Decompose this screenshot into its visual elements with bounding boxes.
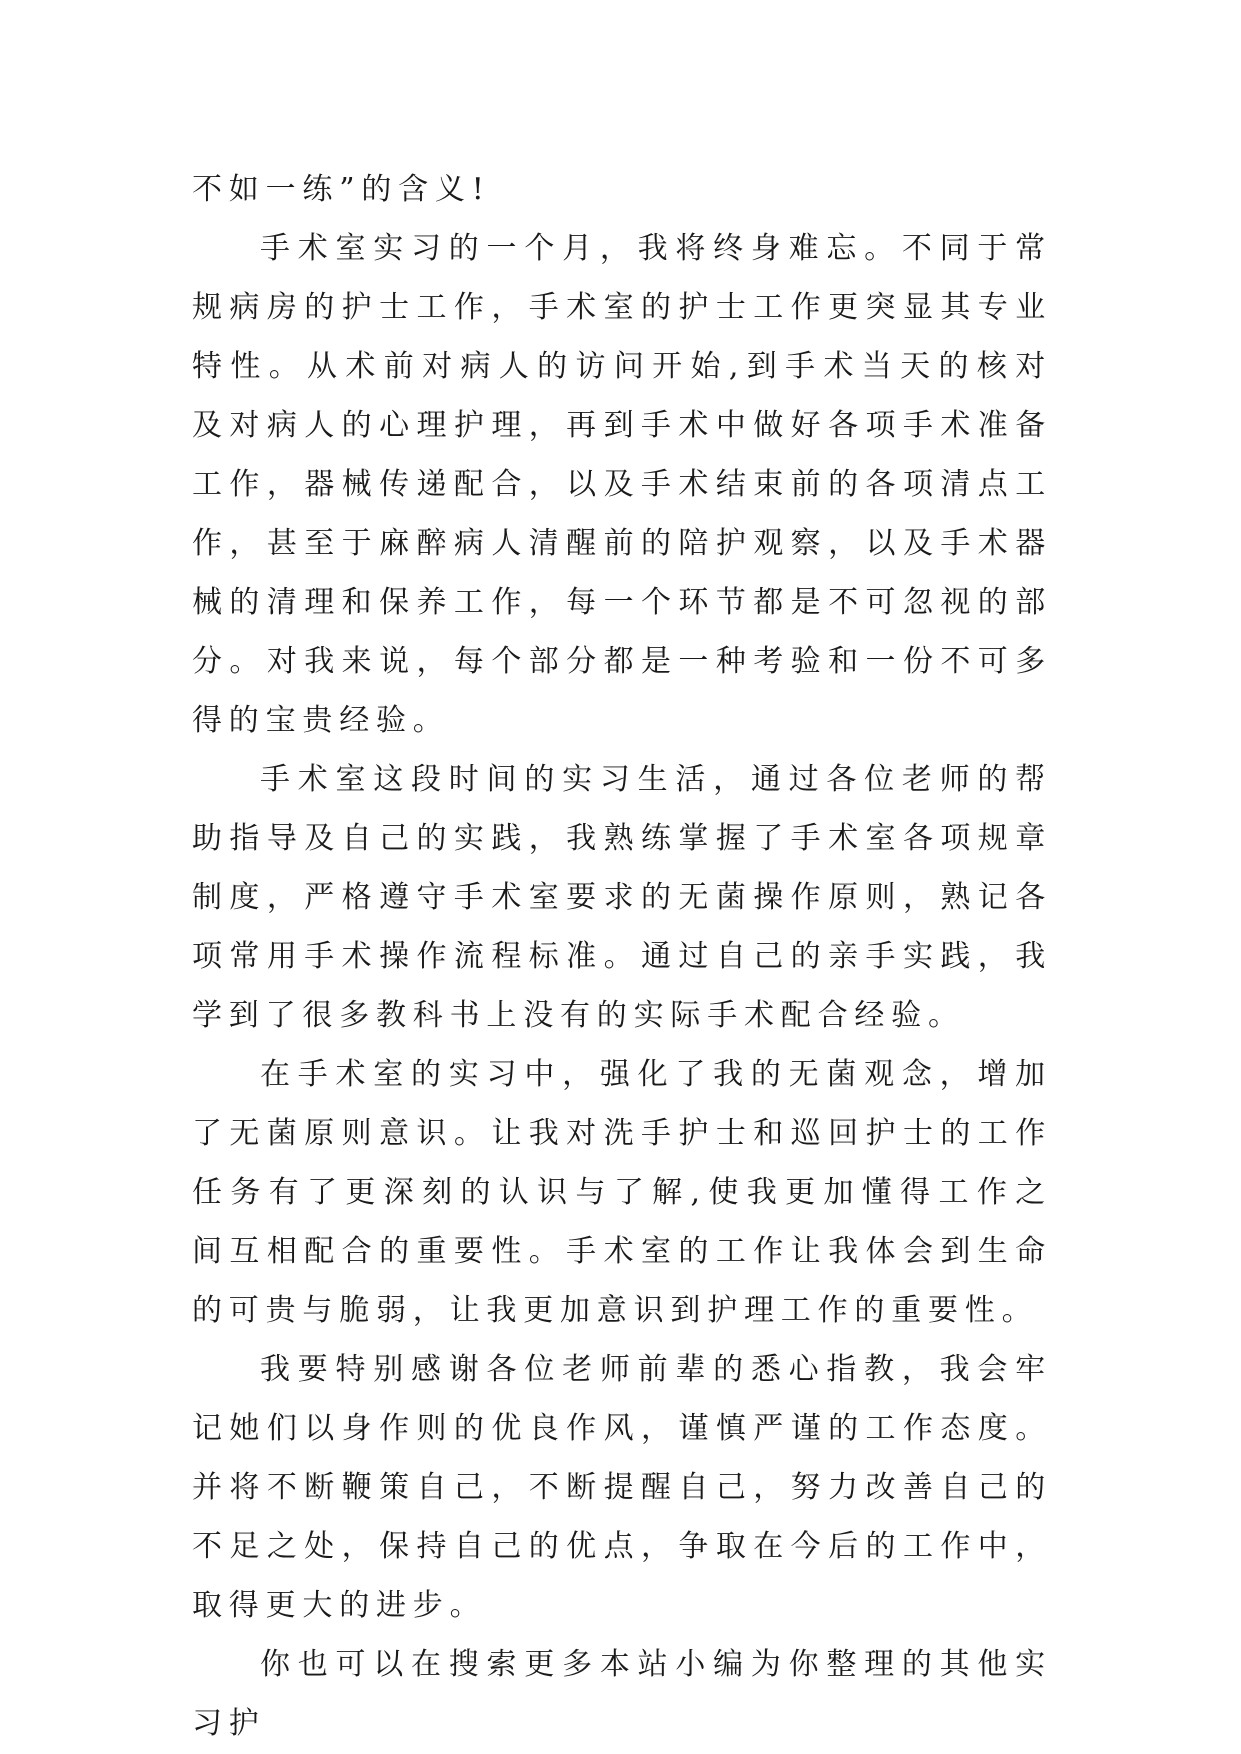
paragraph-5: 我要特别感谢各位老师前辈的悉心指教，我会牢记她们以身作则的优良作风，谨慎严谨的工作态度。并将不断鞭策自己，不断提醒自己，努力改善自己的不足之处，保持自己的优点，争取在今后的工作中，取得更大的进步。 [192, 1352, 1052, 1623]
paragraph-1: 不如一练”的含义! [192, 172, 491, 207]
document-body [192, 160, 1052, 1753]
paragraph-2: 手术室实习的一个月，我将终身难忘。不同于常规病房的护士工作，手术室的护士工作更突显其专业特性。从术前对病人的访问开始,到手术当天的核对及对病人的心理护理，再到手术中做好各项手术准备工作，器械传递配合，以及手术结束前的各项清点工作，甚至于麻醉病人清醒前的陪护观察，以及手术器械的清理和保养工作，每一个环节都是不可忽视的部分。对我来说，每个部分都是一种考验和一份不可多得的宝贵经验。 [192, 231, 1052, 738]
paragraph-3: 手术室这段时间的实习生活，通过各位老师的帮助指导及自己的实践，我熟练掌握了手术室各项规章制度，严格遵守手术室要求的无菌操作原则，熟记各项常用手术操作流程标准。通过自己的亲手实践，我学到了很多教科书上没有的实际手术配合经验。 [192, 762, 1052, 1033]
paragraph-6: 你也可以在搜索更多本站小编为你整理的其他实习护 [192, 1647, 1052, 1741]
paragraph-4: 在手术室的实习中，强化了我的无菌观念，增加了无菌原则意识。让我对洗手护士和巡回护士的工作任务有了更深刻的认识与了解,使我更加懂得工作之间互相配合的重要性。手术室的工作让我体会到生命的可贵与脆弱，让我更加意识到护理工作的重要性。 [192, 1057, 1052, 1328]
